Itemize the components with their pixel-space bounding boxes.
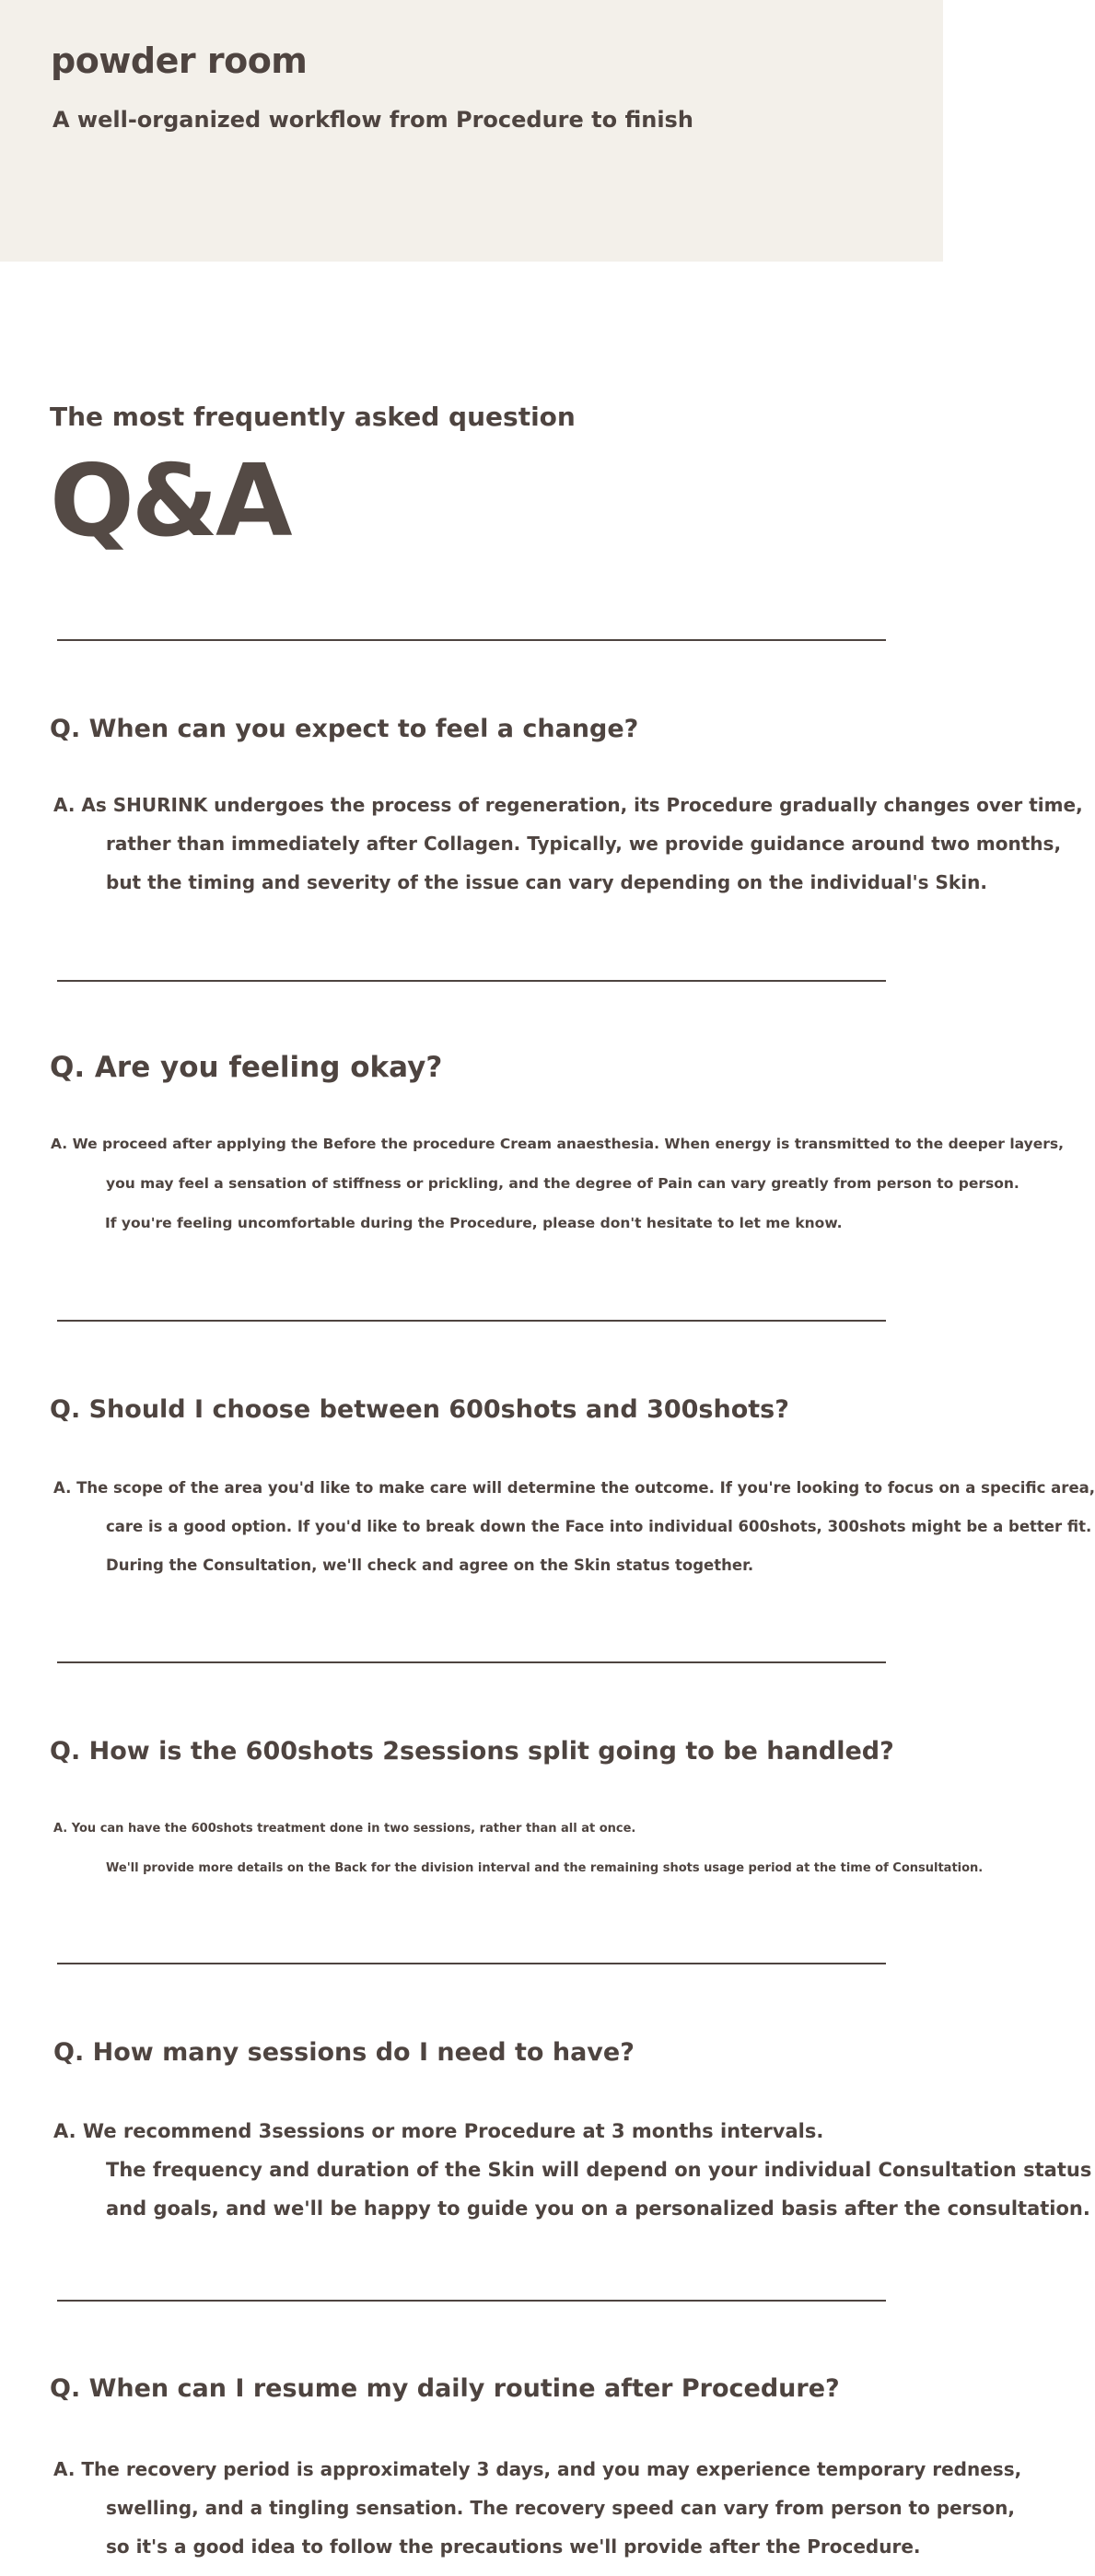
faq-answer-line: A. You can have the 600shots treatment done in two sessions, rather than all at once. <box>53 1822 636 1836</box>
faq-answer <box>53 2112 1091 2228</box>
faq-answer-line: The frequency and duration of the Skin will depend on your individual Consultation status <box>106 2159 1092 2181</box>
page-subtitle: A well-organized workflow from Procedure to finish <box>52 107 693 133</box>
faq-answer <box>53 786 1083 902</box>
faq-answer-line: care is a good option. If you'd like to break down the Face into individual 600shots, 300shots might be a better fit. <box>106 1518 1092 1535</box>
faq-answer-line: and goals, and we'll be happy to guide you on a personalized basis after the consultation. <box>106 2197 1090 2220</box>
faq-answer-line: swelling, and a tingling sensation. The recovery speed can vary from person to person, <box>106 2497 1016 2519</box>
divider <box>57 1963 886 1964</box>
faq-answer <box>53 1469 1095 1585</box>
divider <box>57 2300 886 2302</box>
faq-answer-line: We'll provide more details on the Back for the division interval and the remaining shots usage period at the time of Consultation. <box>106 1861 984 1875</box>
faq-question: Q. Are you feeling okay? <box>50 1051 443 1084</box>
hero-banner <box>0 0 943 262</box>
faq-answer-line: A. The recovery period is approximately 3 days, and you may experience temporary redness, <box>53 2458 1022 2480</box>
faq-answer-line: A. As SHURINK undergoes the process of regeneration, its Procedure gradually changes over time, <box>53 794 1083 816</box>
divider <box>57 980 886 982</box>
faq-answer-line: A. We proceed after applying the Before the procedure Cream anaesthesia. When energy is transmitted to the deeper layers, <box>51 1136 1065 1152</box>
faq-question: Q. How is the 600shots 2sessions split going to be handled? <box>50 1737 894 1766</box>
faq-answer <box>51 1125 1064 1243</box>
faq-question: Q. How many sessions do I need to have? <box>53 2038 635 2067</box>
faq-intro: The most frequently asked question <box>50 402 576 432</box>
faq-answer-line: If you're feeling uncomfortable during the Procedure, please don't hesitate to let me know. <box>105 1215 843 1231</box>
faq-answer-line: rather than immediately after Collagen. Typically, we provide guidance around two months, <box>106 833 1062 855</box>
faq-answer <box>53 1809 983 1888</box>
faq-answer-line: A. The scope of the area you'd like to make care will determine the outcome. If you're looking to focus on a specific area, <box>53 1479 1095 1497</box>
faq-question: Q. When can I resume my daily routine after Procedure? <box>50 2374 840 2403</box>
faq-question: Q. When can you expect to feel a change? <box>50 715 639 743</box>
faq-heading: Q&A <box>50 444 290 559</box>
faq-answer-line: you may feel a sensation of stiffness or prickling, and the degree of Pain can vary greatly from person to person. <box>106 1175 1019 1192</box>
faq-answer <box>53 2450 1021 2566</box>
divider <box>57 1320 886 1322</box>
faq-answer-line: During the Consultation, we'll check and agree on the Skin status together. <box>106 1556 754 1574</box>
faq-answer-line: A. We recommend 3sessions or more Procedure at 3 months intervals. <box>53 2120 824 2142</box>
faq-answer-line: so it's a good idea to follow the precautions we'll provide after the Procedure. <box>106 2535 921 2558</box>
faq-answer-line: but the timing and severity of the issue can vary depending on the individual's Skin. <box>106 871 987 893</box>
divider <box>57 1661 886 1663</box>
divider <box>57 639 886 641</box>
page-title: powder room <box>51 41 308 81</box>
faq-question: Q. Should I choose between 600shots and 300shots? <box>50 1395 789 1424</box>
